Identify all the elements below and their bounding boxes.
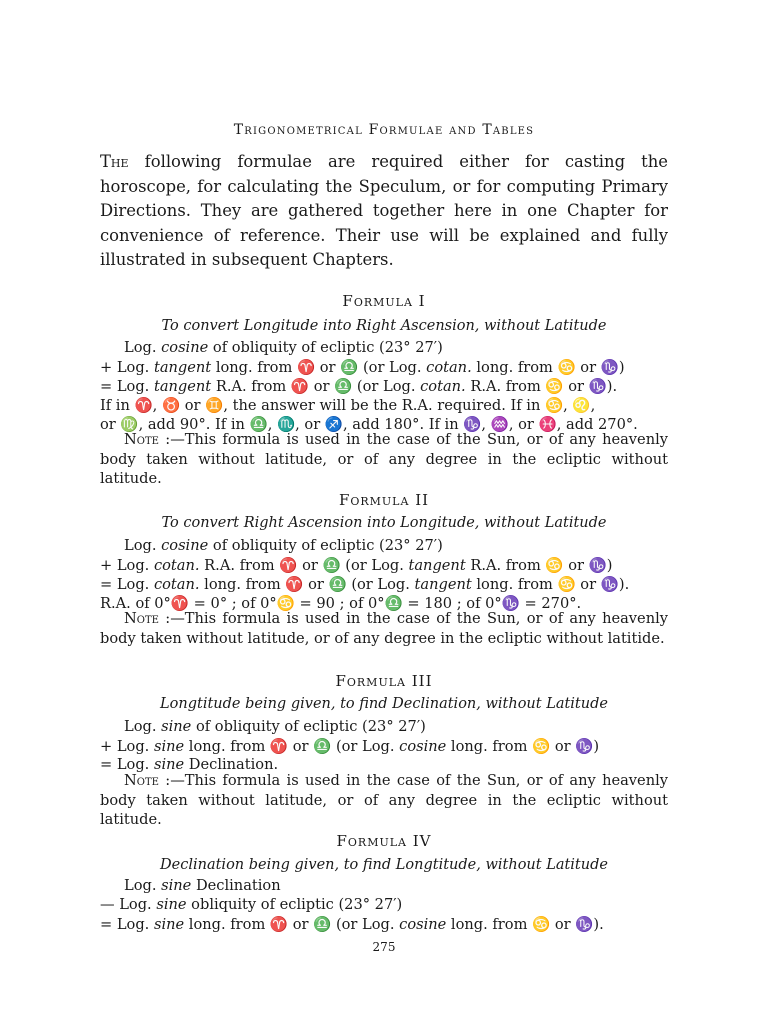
line-emphasis: sine (156, 896, 187, 913)
formula-2-line-4: R.A. of 0°♈ = 0° ; of 0°♋ = 90 ; of 0°♎ = 180 ; of 0°♑ = 270°. (100, 595, 582, 612)
formula-3-note (100, 771, 668, 830)
formula-1-heading: Formula I (342, 292, 426, 310)
line-text: Log. (124, 718, 162, 735)
intro-text: following formulae are required either for casting the horoscope, for calculating the Speculum, or for computing Primary Directions. They are gathered together here in one Chapter for convenience of reference. Their use will be explained and fully illustrated in subsequent Chapters. (100, 152, 668, 269)
line-text: R.A. from ♋ or ♑). (465, 378, 618, 395)
formula-1-subtitle: To convert Longitude into Right Ascension, without Latitude (161, 318, 607, 334)
line-emphasis: tangent (414, 576, 472, 593)
chapter-title: Trigonometrical Formulae and Tables (233, 122, 535, 138)
formula-1-note (100, 430, 668, 489)
note-label: Note (124, 431, 159, 448)
line-text: long. from ♈ or ♎ (or Log. (184, 916, 400, 933)
line-emphasis: sine (161, 877, 192, 894)
line-emphasis: sine (153, 756, 185, 773)
line-text: = Log. (100, 576, 154, 593)
intro-paragraph (100, 150, 668, 273)
line-emphasis: sine (153, 916, 185, 933)
page-number: 275 (372, 940, 396, 954)
line-text: Declination. (184, 756, 279, 773)
formula-1-line-3 (100, 377, 668, 395)
line-text: + Log. (100, 557, 154, 574)
note-text: :—This formula is used in the case of the Sun, or of any heavenly body taken without latitude, or of any degree in the ecliptic without latitude. (100, 772, 668, 828)
intro-first-word: The (100, 152, 129, 171)
note-text: :—This formula is used in the case of the Sun, or of any heavenly body taken without latitude, or of any degree in the ecliptic without latitide. (100, 610, 668, 647)
formula-2-heading: Formula II (338, 491, 430, 509)
line-text: Log. (124, 537, 162, 554)
formula-2-subtitle: To convert Right Ascension into Longitude, without Latitude (161, 515, 607, 531)
line-text: of obliquity of ecliptic (23° 27′) (191, 718, 426, 735)
line-text: Declination (191, 877, 281, 894)
line-text: = Log. (100, 756, 154, 773)
note-label: Note (124, 772, 159, 789)
line-emphasis: tangent (153, 378, 212, 395)
line-text: — Log. (100, 896, 157, 913)
line-text: + Log. (100, 359, 154, 376)
formula-2-note (100, 609, 668, 648)
line-emphasis: cotan. (426, 359, 472, 376)
line-text: Log. (124, 339, 162, 356)
line-emphasis: cosine (161, 339, 209, 356)
formula-2-line-1 (124, 537, 668, 554)
line-emphasis: cosine (399, 738, 447, 755)
line-emphasis: cosine (161, 537, 209, 554)
line-text: long. from ♈ or ♎ (or Log. (211, 359, 427, 376)
line-text: of obliquity of ecliptic (23° 27′) (208, 339, 443, 356)
formula-2-line-3 (100, 575, 668, 593)
formula-2-line-2 (100, 556, 668, 574)
line-emphasis: cotan. (153, 557, 200, 574)
formula-1-line-1 (124, 339, 668, 356)
book-page (100, 0, 668, 1024)
line-emphasis: tangent (408, 557, 466, 574)
formula-3-heading: Formula III (335, 672, 433, 690)
formula-4-line-2 (100, 896, 668, 913)
note-label: Note (124, 610, 159, 627)
formula-4-heading: Formula IV (336, 832, 432, 850)
formula-1-line-2 (100, 358, 668, 376)
line-text: obliquity of ecliptic (23° 27′) (186, 896, 403, 913)
formula-3-line-2 (100, 737, 668, 755)
line-text: long. from ♋ or ♑) (471, 359, 625, 376)
formula-4-subtitle: Declination being given, to find Longtitude, without Latitude (160, 857, 608, 873)
line-text: = Log. (100, 378, 154, 395)
line-text: long. from ♋ or ♑). (471, 576, 630, 593)
line-emphasis: sine (161, 718, 192, 735)
line-text: R.A. from ♈ or ♎ (or Log. (199, 557, 409, 574)
note-text: :—This formula is used in the case of the Sun, or of any heavenly body taken without latitude, or of any degree in the ecliptic without latitude. (100, 431, 668, 487)
line-text: R.A. from ♈ or ♎ (or Log. (211, 378, 421, 395)
line-text: = Log. (100, 916, 154, 933)
line-emphasis: sine (153, 738, 185, 755)
line-text: long. from ♋ or ♑) (446, 738, 600, 755)
line-emphasis: cotan. (420, 378, 466, 395)
line-emphasis: tangent (153, 359, 212, 376)
formula-4-line-3 (100, 915, 668, 933)
formula-3-line-1 (124, 718, 668, 735)
line-text: of obliquity of ecliptic (23° 27′) (208, 537, 443, 554)
line-text: long. from ♈ or ♎ (or Log. (199, 576, 415, 593)
line-text: R.A. from ♋ or ♑) (465, 557, 613, 574)
formula-1-line-4: If in ♈, ♉ or ♊, the answer will be the R.A. required. If in ♋, ♌, (100, 397, 596, 414)
line-text: long. from ♋ or ♑). (446, 916, 604, 933)
line-emphasis: cosine (399, 916, 447, 933)
line-text: Log. (124, 877, 162, 894)
formula-1-line-5: or ♍, add 90°. If in ♎, ♏, or ♐, add 180°. If in ♑, ♒, or ♓, add 270°. (100, 416, 638, 433)
line-text: + Log. (100, 738, 154, 755)
line-text: long. from ♈ or ♎ (or Log. (184, 738, 400, 755)
formula-4-line-1 (124, 877, 668, 894)
line-emphasis: cotan. (153, 576, 200, 593)
formula-3-subtitle: Longtitude being given, to find Declination, without Latitude (160, 696, 608, 712)
